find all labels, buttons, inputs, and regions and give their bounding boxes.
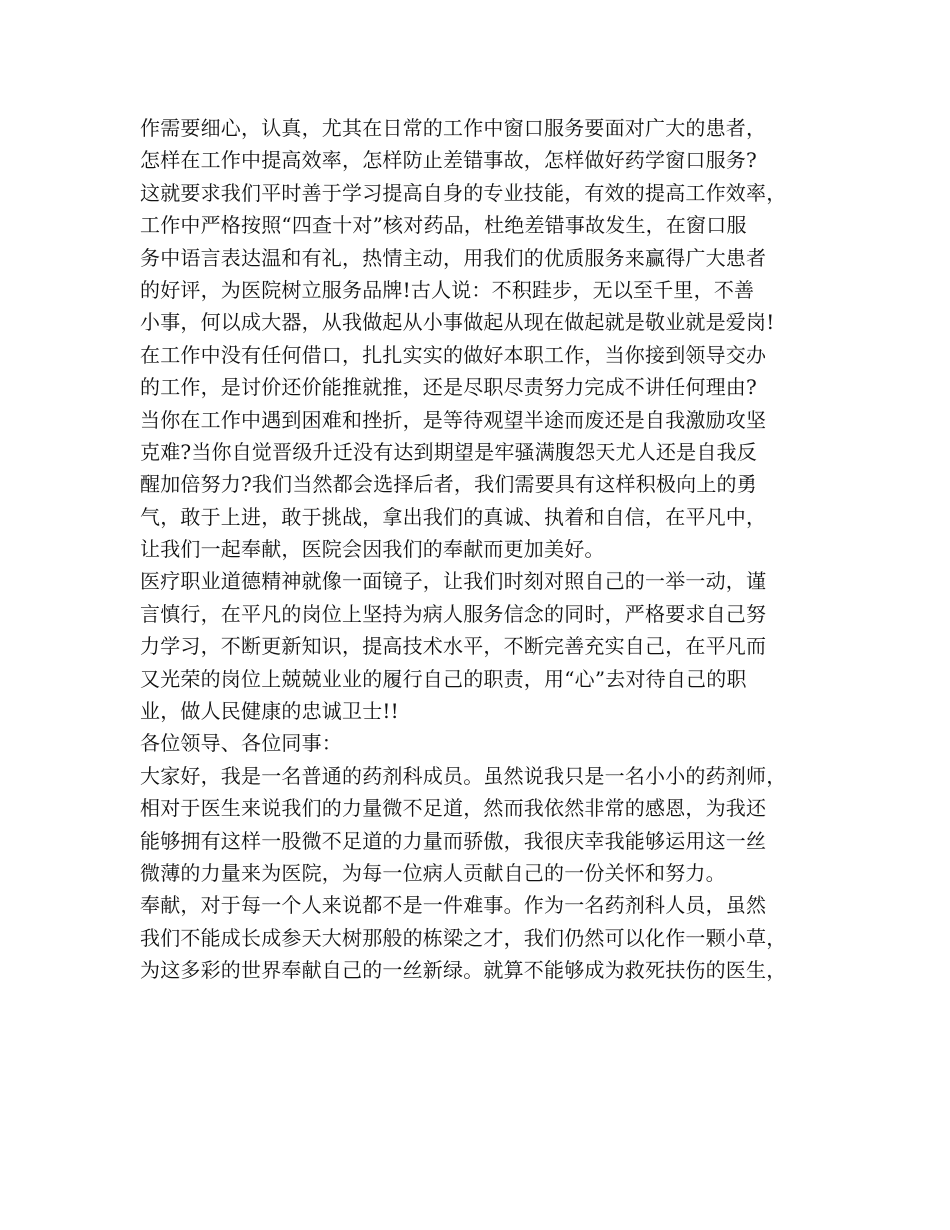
text-line: 大家好，我是一名普通的药剂科成员。虽然说我只是一名小小的药剂师，: [140, 763, 787, 788]
text-line: 相对于医生来说我们的力量微不足道，然而我依然非常的感恩，为我还: [140, 796, 767, 821]
text-line: 力学习，不断更新知识，提高技术水平，不断完善充实自己，在平凡而: [140, 634, 767, 659]
text-line: 微薄的力量来为医院，为每一位病人贡献自己的一份关怀和努力。: [140, 860, 726, 885]
text-line: 言慎行，在平凡的岗位上坚持为病人服务信念的同时，严格要求自己努: [140, 601, 767, 626]
text-line: 克难?当你自觉晋级升迁没有达到期望是牢骚满腹怨天尤人还是自我反: [140, 439, 757, 464]
text-line: 醒加倍努力?我们当然都会选择后者，我们需要具有这样积极向上的勇: [140, 472, 757, 497]
text-line: 在工作中没有任何借口，扎扎实实的做好本职工作，当你接到领导交办: [140, 342, 767, 367]
text-line: 这就要求我们平时善于学习提高自身的专业技能，有效的提高工作效率，: [140, 180, 787, 205]
text-line: 当你在工作中遇到困难和挫折，是等待观望半途而废还是自我激励攻坚: [140, 407, 767, 432]
text-line: 业，做人民健康的忠诚卫士!!: [140, 699, 399, 724]
text-line: 各位领导、各位同事：: [140, 731, 342, 756]
text-line: 怎样在工作中提高效率，怎样防止差错事故，怎样做好药学窗口服务?: [140, 148, 757, 173]
text-line: 气，敢于上进，敢于挑战，拿出我们的真诚、执着和自信，在平凡中，: [140, 504, 767, 529]
text-line: 能够拥有这样一股微不足道的力量而骄傲，我很庆幸我能够运用这一丝: [140, 828, 767, 853]
text-line: 小事，何以成大器，从我做起从小事做起从现在做起就是敬业就是爱岗!: [140, 310, 775, 335]
text-line: 我们不能成长成参天大树那般的栋梁之才，我们仍然可以化作一颗小草，: [140, 925, 787, 950]
text-line: 务中语言表达温和有礼，热情主动，用我们的优质服务来赢得广大患者: [140, 245, 767, 270]
text-line: 的工作，是讨价还价能推就推，还是尽职尽责努力完成不讲任何理由?: [140, 375, 757, 400]
text-line: 为这多彩的世界奉献自己的一丝新绿。就算不能够成为救死扶伤的医生，: [140, 958, 787, 983]
text-line: 的好评，为医院树立服务品牌!古人说：不积跬步，无以至千里，不善: [140, 277, 755, 302]
text-line: 让我们一起奉献，医院会因我们的奉献而更加美好。: [140, 537, 605, 562]
text-line: 医疗职业道德精神就像一面镜子，让我们时刻对照自己的一举一动，谨: [140, 569, 767, 594]
text-line: 又光荣的岗位上兢兢业业的履行自己的职责，用“心”去对待自己的职: [140, 666, 747, 691]
text-line: 工作中严格按照“四查十对”核对药品，杜绝差错事故发生，在窗口服: [140, 213, 747, 238]
text-line: 作需要细心，认真，尤其在日常的工作中窗口服务要面对广大的患者，: [140, 116, 767, 140]
document-page: [140, 112, 830, 987]
text-line: 奉献，对于每一个人来说都不是一件难事。作为一名药剂科人员，虽然: [140, 893, 767, 918]
